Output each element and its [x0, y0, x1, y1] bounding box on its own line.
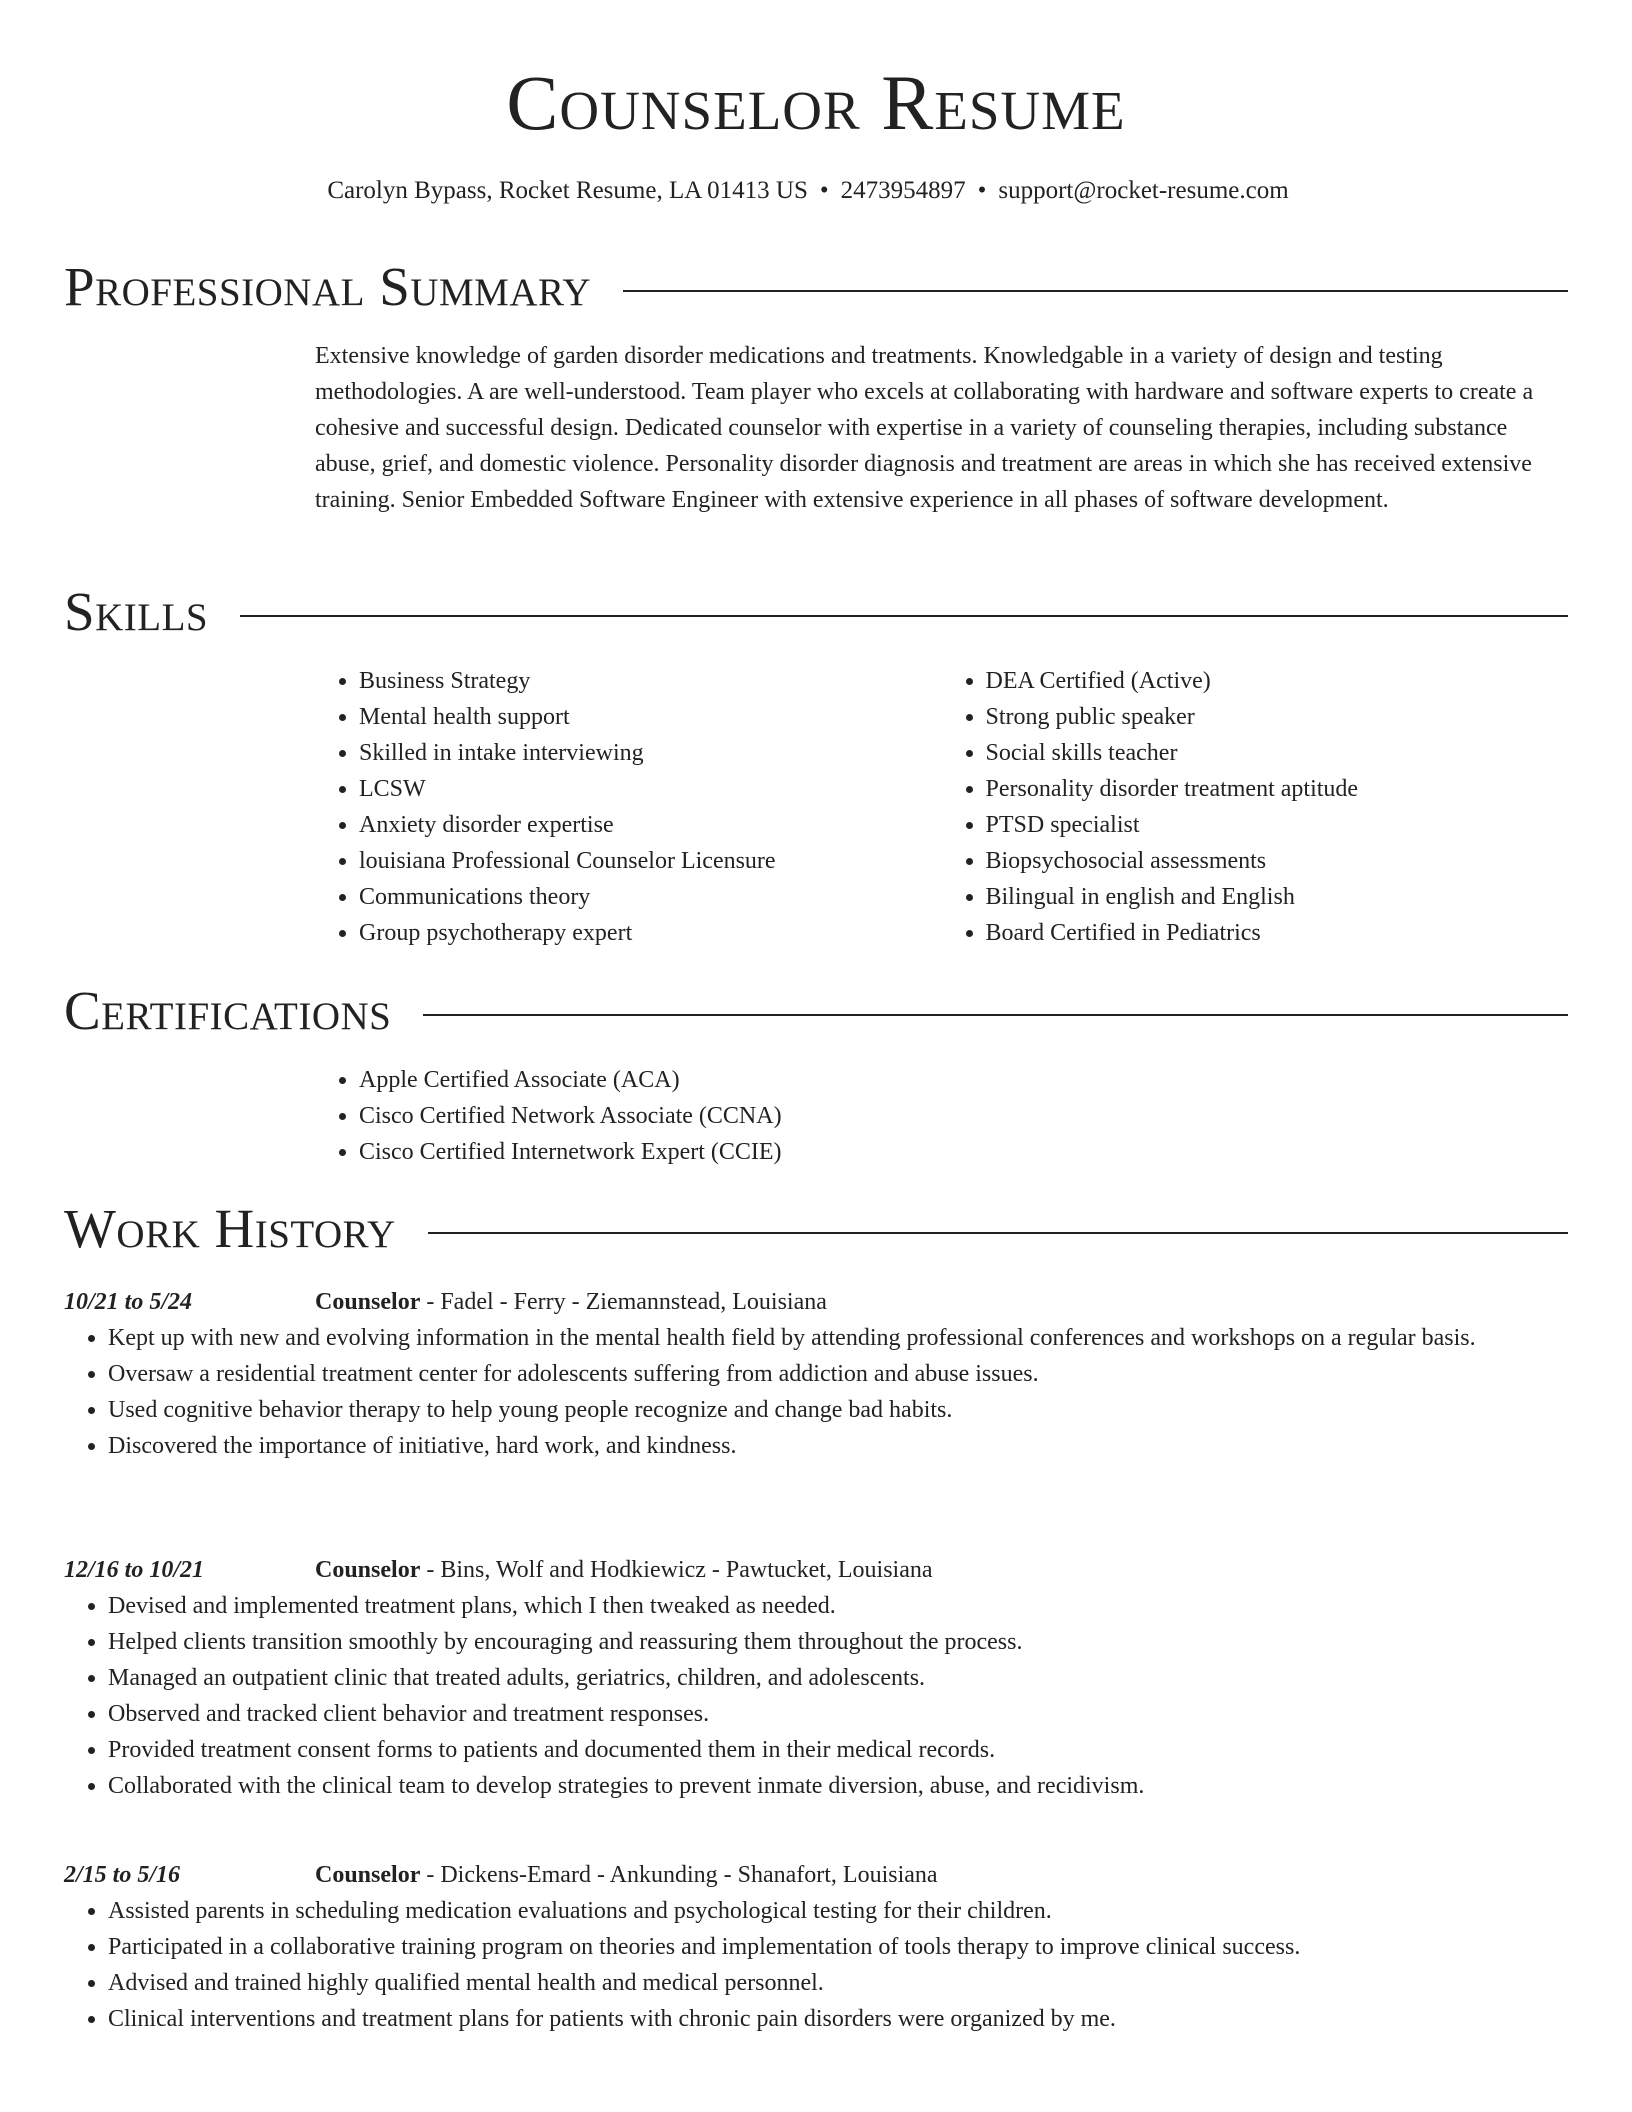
certifications-list [315, 1062, 1568, 1170]
contact-email: support@rocket-resume.com [998, 177, 1289, 204]
summary-text: Extensive knowledge of garden disorder medications and treatments. Knowledgable in a variety of design and testing methodologies. A are well-understood. Team player who excels at collaborating with hardware and software experts to create a cohesive and successful design. Dedicated counselor with expertise in a variety of counseling therapies, including substance abuse, grief, and domestic violence. Personality disorder diagnosis and treatment are areas in which she has received extensive training. Senior Embedded Software Engineer with extensive experience in all phases of software development. [315, 343, 1534, 513]
page-title: Counselor Resume [506, 59, 1126, 146]
skill-item: • Strong public speaker [986, 699, 1569, 735]
job-bullet: • Discovered the importance of initiative, hard work, and kindness. [108, 1428, 1568, 1464]
work-heading: Work History [64, 1198, 396, 1259]
job-title: Counselor [315, 1862, 421, 1888]
skill-item: • Business Strategy [359, 663, 942, 699]
job-dates: 2/15 to 5/16 [64, 1862, 181, 1888]
job-entry [64, 1284, 1568, 1464]
job-bullet: • Used cognitive behavior therapy to help young people recognize and change bad habits. [108, 1392, 1568, 1428]
contact-line [0, 174, 1616, 208]
job-title: Counselor [315, 1557, 421, 1583]
skills-heading: Skills [64, 581, 209, 642]
certification-item: • Apple Certified Associate (ACA) [359, 1062, 1568, 1098]
skill-item: • LCSW [359, 771, 942, 807]
job-header [64, 1857, 1568, 1893]
job-bullet: • Managed an outpatient clinic that treated adults, geriatrics, children, and adolescents. [108, 1660, 1568, 1696]
skill-item: • Communications theory [359, 879, 942, 915]
job-heading-line [315, 1552, 933, 1588]
job-bullet: • Provided treatment consent forms to patients and documented them in their medical records. [108, 1732, 1568, 1768]
job-bullet: • Collaborated with the clinical team to develop strategies to prevent inmate diversion, abuse, and recidivism. [108, 1768, 1568, 1804]
contact-phone: 2473954897 [840, 177, 966, 204]
certifications-section [315, 1062, 1568, 1170]
skill-item: • Anxiety disorder expertise [359, 807, 942, 843]
skill-item: • Mental health support [359, 699, 942, 735]
certification-item: • Cisco Certified Internetwork Expert (CCIE) [359, 1134, 1568, 1170]
job-bullet: • Devised and implemented treatment plans, which I then tweaked as needed. [108, 1588, 1568, 1624]
contact-address: Carolyn Bypass, Rocket Resume, LA 01413 US [327, 177, 808, 204]
section-divider [623, 290, 1568, 292]
section-divider [428, 1232, 1568, 1234]
certification-item: • Cisco Certified Network Associate (CCNA) [359, 1098, 1568, 1134]
job-bullet: • Oversaw a residential treatment center for adolescents suffering from addiction and abuse issues. [108, 1356, 1568, 1392]
certifications-section-header [64, 981, 1568, 1041]
contact-separator: • [977, 177, 987, 204]
job-heading-line [315, 1284, 827, 1320]
job-bullets [64, 1893, 1568, 2037]
skills-section-header [64, 582, 1568, 642]
skill-item: • PTSD specialist [986, 807, 1569, 843]
skill-item: • DEA Certified (Active) [986, 663, 1569, 699]
job-bullet: • Observed and tracked client behavior and treatment responses. [108, 1696, 1568, 1732]
job-bullet: • Clinical interventions and treatment plans for patients with chronic pain disorders were organized by me. [108, 2001, 1568, 2037]
skill-item: • Bilingual in english and English [986, 879, 1569, 915]
job-dates: 10/21 to 5/24 [64, 1289, 193, 1315]
certifications-heading: Certifications [64, 980, 392, 1041]
skill-item: • Board Certified in Pediatrics [986, 915, 1569, 951]
skills-column-right [942, 663, 1569, 951]
section-divider [423, 1014, 1568, 1016]
job-bullet: • Participated in a collaborative training program on theories and implementation of tools therapy to improve clinical success. [108, 1929, 1568, 1965]
skill-item: • louisiana Professional Counselor Licensure [359, 843, 942, 879]
skill-item: • Biopsychosocial assessments [986, 843, 1569, 879]
contact-separator: • [819, 177, 829, 204]
work-section-header [64, 1199, 1568, 1259]
job-bullet: • Helped clients transition smoothly by encouraging and reassuring them throughout the process. [108, 1624, 1568, 1660]
skill-item: • Skilled in intake interviewing [359, 735, 942, 771]
job-entry [64, 1552, 1568, 1804]
job-bullet: • Assisted parents in scheduling medication evaluations and psychological testing for their children. [108, 1893, 1568, 1929]
job-bullet: • Advised and trained highly qualified mental health and medical personnel. [108, 1965, 1568, 2001]
skill-item: • Group psychotherapy expert [359, 915, 942, 951]
job-entry [64, 1857, 1568, 2037]
summary-section [315, 338, 1568, 518]
job-header [64, 1552, 1568, 1588]
job-bullets [64, 1320, 1568, 1464]
job-employer: - Fadel - Ferry - Ziemannstead, Louisiana [420, 1289, 827, 1315]
job-dates: 12/16 to 10/21 [64, 1557, 205, 1583]
skills-column-left [315, 663, 942, 951]
summary-heading: Professional Summary [64, 256, 592, 317]
skills-grid [315, 663, 1568, 951]
skill-item: • Social skills teacher [986, 735, 1569, 771]
job-employer: - Dickens-Emard - Ankunding - Shanafort, Louisiana [420, 1862, 938, 1888]
summary-section-header [64, 257, 1568, 317]
job-heading-line [315, 1857, 938, 1893]
job-header [64, 1284, 1568, 1320]
skills-section [315, 663, 1568, 951]
job-employer: - Bins, Wolf and Hodkiewicz - Pawtucket, Louisiana [420, 1557, 933, 1583]
job-bullet: • Kept up with new and evolving information in the mental health field by attending professional conferences and workshops on a regular basis. [108, 1320, 1568, 1356]
section-divider [240, 615, 1568, 617]
skill-item: • Personality disorder treatment aptitude [986, 771, 1569, 807]
job-bullets [64, 1588, 1568, 1804]
job-title: Counselor [315, 1289, 421, 1315]
